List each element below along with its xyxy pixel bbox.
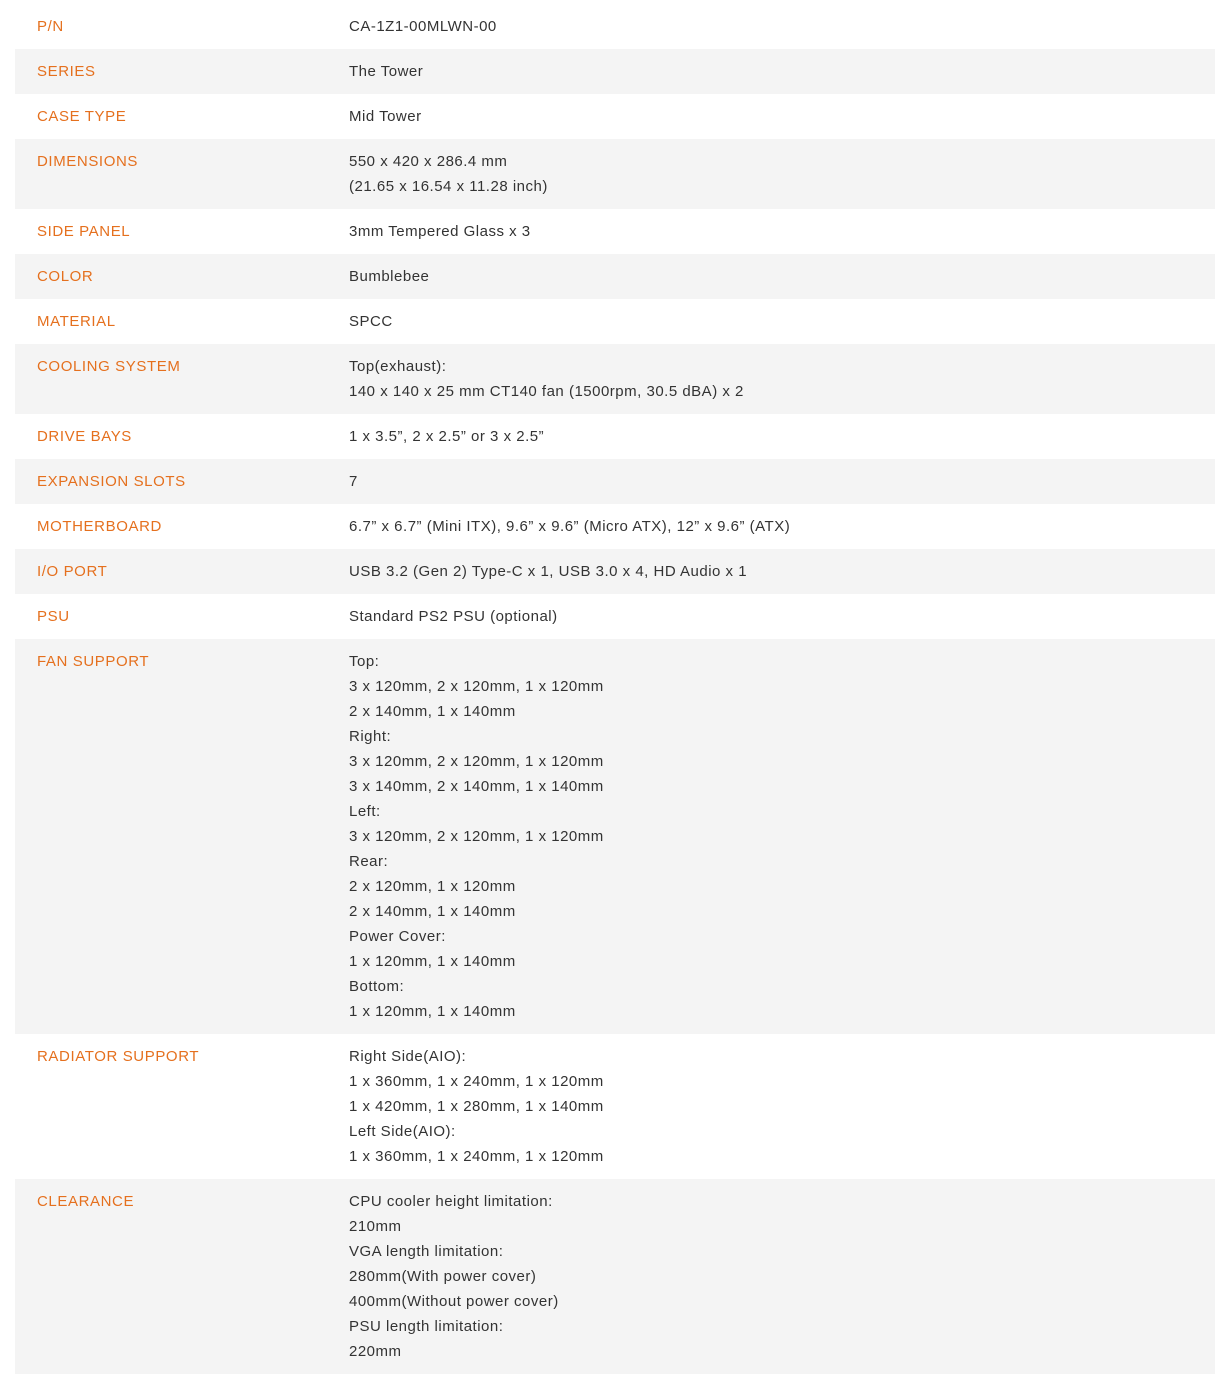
spec-label: MATERIAL: [37, 313, 116, 330]
spec-value-line: Right Side(AIO):: [349, 1048, 467, 1065]
spec-value: [349, 514, 1215, 539]
spec-value: [349, 59, 1215, 84]
spec-value-line: 210mm: [349, 1218, 402, 1235]
spec-row: [15, 209, 1215, 254]
spec-label: EXPANSION SLOTS: [37, 473, 186, 490]
spec-row: [15, 299, 1215, 344]
spec-row: [15, 549, 1215, 594]
spec-value-line: USB 3.2 (Gen 2) Type-C x 1, USB 3.0 x 4, HD Audio x 1: [349, 563, 748, 580]
spec-value-line: 2 x 140mm, 1 x 140mm: [349, 903, 516, 920]
spec-value-line: (21.65 x 16.54 x 11.28 inch): [349, 178, 548, 195]
spec-value-line: 1 x 360mm, 1 x 240mm, 1 x 120mm: [349, 1148, 604, 1165]
spec-value-line: 3mm Tempered Glass x 3: [349, 223, 531, 240]
spec-label: COOLING SYSTEM: [37, 358, 181, 375]
spec-value-line: Left:: [349, 803, 381, 820]
spec-label: SERIES: [37, 63, 96, 80]
spec-value-line: 280mm(With power cover): [349, 1268, 537, 1285]
spec-value-line: 2 x 140mm, 1 x 140mm: [349, 703, 516, 720]
spec-value-line: 400mm(Without power cover): [349, 1293, 559, 1310]
spec-row: [15, 49, 1215, 94]
spec-row: [15, 139, 1215, 209]
spec-label: RADIATOR SUPPORT: [37, 1048, 200, 1065]
spec-value-line: 3 x 120mm, 2 x 120mm, 1 x 120mm: [349, 753, 604, 770]
spec-row: [15, 459, 1215, 504]
spec-value: [349, 1189, 1215, 1364]
spec-row: [15, 1034, 1215, 1179]
spec-value-line: SPCC: [349, 313, 393, 330]
spec-row: [15, 594, 1215, 639]
spec-label: I/O PORT: [37, 563, 108, 580]
spec-value: [349, 559, 1215, 584]
spec-label: P/N: [37, 18, 64, 35]
spec-value-line: 1 x 120mm, 1 x 140mm: [349, 1003, 516, 1020]
spec-row: [15, 94, 1215, 139]
spec-value: [349, 14, 1215, 39]
spec-row: [15, 414, 1215, 459]
spec-value-line: Right:: [349, 728, 392, 745]
spec-row: [15, 4, 1215, 49]
spec-value-line: CA-1Z1-00MLWN-00: [349, 18, 497, 35]
spec-label: SIDE PANEL: [37, 223, 131, 240]
spec-value-line: 3 x 140mm, 2 x 140mm, 1 x 140mm: [349, 778, 604, 795]
spec-label: MOTHERBOARD: [37, 518, 162, 535]
spec-value-line: 1 x 360mm, 1 x 240mm, 1 x 120mm: [349, 1073, 604, 1090]
spec-value-line: Power Cover:: [349, 928, 446, 945]
spec-value: [349, 354, 1215, 404]
spec-value-line: 7: [349, 473, 358, 490]
spec-label: DIMENSIONS: [37, 153, 139, 170]
spec-label: CASE TYPE: [37, 108, 127, 125]
spec-value-line: 1 x 3.5”, 2 x 2.5” or 3 x 2.5”: [349, 428, 545, 445]
spec-value-line: Rear:: [349, 853, 389, 870]
spec-value-line: 140 x 140 x 25 mm CT140 fan (1500rpm, 30.5 dBA) x 2: [349, 383, 744, 400]
spec-row: [15, 344, 1215, 414]
spec-value-line: 6.7” x 6.7” (Mini ITX), 9.6” x 9.6” (Micro ATX), 12” x 9.6” (ATX): [349, 518, 791, 535]
spec-label: PSU: [37, 608, 70, 625]
spec-value: [349, 649, 1215, 1024]
spec-label: CLEARANCE: [37, 1193, 135, 1210]
spec-value: [349, 604, 1215, 629]
spec-value: [349, 424, 1215, 449]
spec-value-line: Top(exhaust):: [349, 358, 447, 375]
spec-value-line: CPU cooler height limitation:: [349, 1193, 553, 1210]
spec-value: [349, 264, 1215, 289]
spec-value-line: 1 x 120mm, 1 x 140mm: [349, 953, 516, 970]
spec-value-line: Bumblebee: [349, 268, 430, 285]
spec-value-line: 2 x 120mm, 1 x 120mm: [349, 878, 516, 895]
spec-row: [15, 639, 1215, 1034]
spec-value-line: Standard PS2 PSU (optional): [349, 608, 558, 625]
spec-label: DRIVE BAYS: [37, 428, 132, 445]
spec-value: [349, 1044, 1215, 1169]
spec-value-line: PSU length limitation:: [349, 1318, 504, 1335]
spec-value: [349, 104, 1215, 129]
spec-value: [349, 309, 1215, 334]
spec-value-line: 1 x 420mm, 1 x 280mm, 1 x 140mm: [349, 1098, 604, 1115]
spec-value-line: VGA length limitation:: [349, 1243, 504, 1260]
spec-value: [349, 149, 1215, 199]
spec-value-line: Mid Tower: [349, 108, 422, 125]
spec-value-line: Top:: [349, 653, 380, 670]
spec-row: [15, 504, 1215, 549]
spec-row: [15, 254, 1215, 299]
spec-value: [349, 219, 1215, 244]
spec-label: COLOR: [37, 268, 94, 285]
spec-table: [15, 4, 1215, 1374]
spec-row: [15, 1179, 1215, 1374]
spec-value-line: 3 x 120mm, 2 x 120mm, 1 x 120mm: [349, 678, 604, 695]
spec-value: [349, 469, 1215, 494]
spec-value-line: The Tower: [349, 63, 424, 80]
spec-value-line: Bottom:: [349, 978, 405, 995]
spec-value-line: 550 x 420 x 286.4 mm: [349, 153, 508, 170]
spec-value-line: Left Side(AIO):: [349, 1123, 456, 1140]
spec-label: FAN SUPPORT: [37, 653, 150, 670]
spec-value-line: 220mm: [349, 1343, 402, 1360]
spec-value-line: 3 x 120mm, 2 x 120mm, 1 x 120mm: [349, 828, 604, 845]
